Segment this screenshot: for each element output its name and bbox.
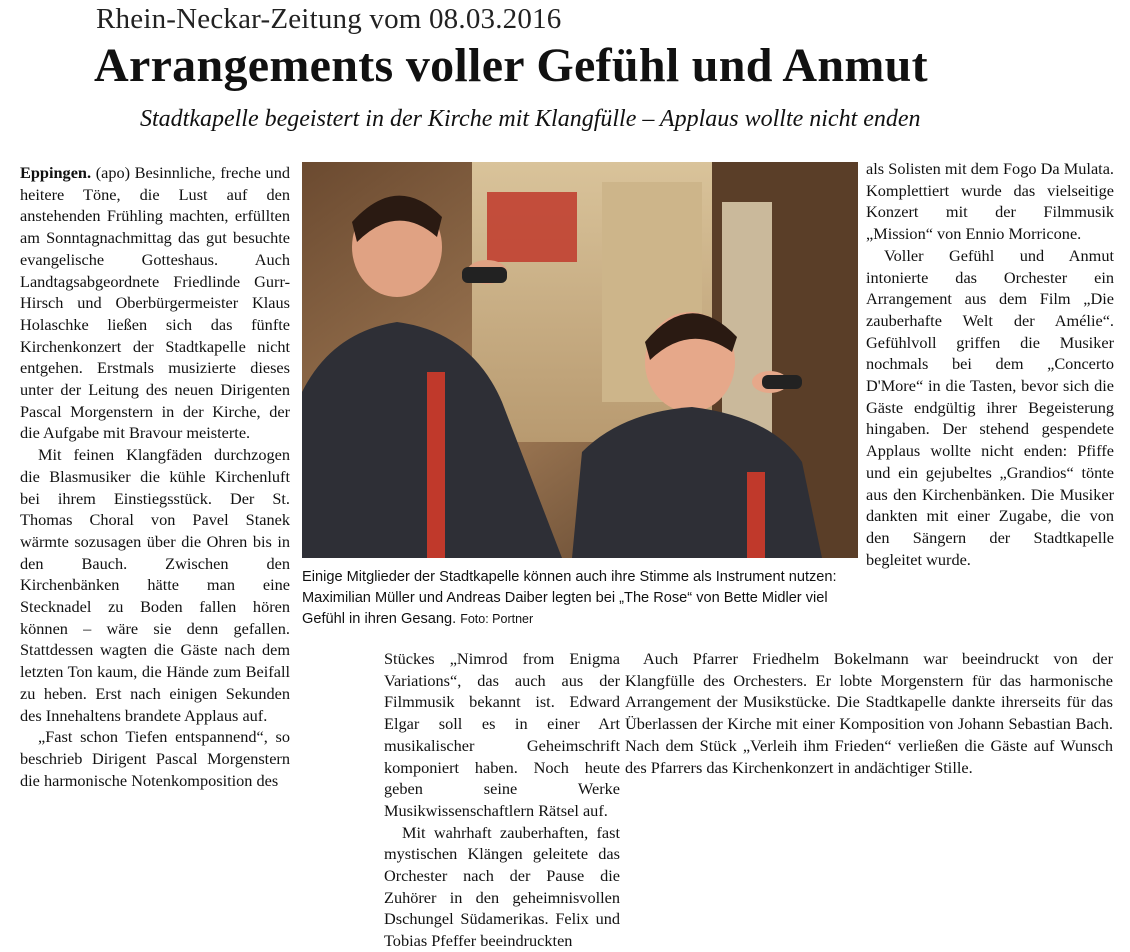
paragraph	[20, 162, 290, 444]
article-column-2	[384, 648, 620, 952]
paragraph: Mit feinen Klangfäden durchzogen die Blasmusiker die kühle Kirchenluft bei ihrem Einstiegsstück. Der St. Thomas Choral von Pavel Stanek wärmte sozusagen über die Ohren bis in den Bauch. Zwischen den Kirchenbänken hätte man eine Stecknadel zu Boden fallen hören können – wäre sie denn gefallen. Stattdessen wagten die Gäste nach dem letzten Ton kaum, die Hände zum Beifall zu heben. Erst nach einigen Sekunden des Innehaltens brandete Applaus auf.	[20, 445, 290, 725]
paragraph: Mit wahrhaft zauberhaften, fast mystischen Klängen geleitete das Orchester nach der Pause die Zuhörer in den geheimnisvollen Dschungel Südamerikas. Felix und Tobias Pfeffer beeindruckten	[384, 822, 620, 951]
newspaper-source-line: Rhein-Neckar-Zeitung vom 08.03.2016	[96, 3, 562, 35]
paragraph: als Solisten mit dem Fogo Da Mulata. Komplettiert wurde das vielseitige Konzert mit der Filmmusik „Mission“ von Ennio Morricone.	[866, 159, 1114, 244]
photo-credit: Foto: Portner	[460, 612, 534, 626]
paragraph: Stückes „Nimrod from Enigma Variations“, das auch aus der Filmmusik bekannt ist. Edward Elgar soll es in einer Art musikalischer Geheimschrift komponiert haben. Noch heute geben seine Werke Musikwissenschaftlern Rätsel auf.	[384, 649, 620, 820]
paragraph-text: (apo) Besinnliche, freche und heitere Töne, die Lust auf den anstehenden Frühling machten, erfüllten am Sonntagnachmittag das gut besuchte evangelische Gotteshaus. Auch Landtagsabgeordnete Friedlinde Gurr-Hirsch und Oberbürgermeister Klaus Holaschke ließen sich das fünfte Kirchenkonzert der Stadtkapelle nicht entgehen. Erstmals musizierte dieses unter der Leitung des neuen Dirigenten Pascal Morgenstern in der Kirche, der die Aufgabe mit Bravour meisterte.	[20, 163, 290, 443]
headline: Arrangements voller Gefühl und Anmut	[94, 39, 928, 92]
paragraph: Voller Gefühl und Anmut intonierte das Orchester ein Arrangement aus dem Film „Die zauberhafte Welt der Amélie“. Gefühlvoll griffen die Musiker nochmals bei dem „Concerto D'More“ in die Tasten, bevor sich die Gäste endgültig ihrer Begeisterung hingaben. Der stehend gespendete Applaus wollte nicht enden: Pfiffe und ein gejubeltes „Grandios“ tönte aus den Kirchenbänken. Die Musiker dankten mit einer Zugabe, die von den Sängern der Stadtkapelle begleitet wurde.	[866, 245, 1114, 569]
paragraph: „Fast schon Tiefen entspannend“, so beschrieb Dirigent Pascal Morgenstern die harmonische Notenkomposition des	[20, 727, 290, 790]
photo-caption	[302, 567, 858, 630]
article-column-1	[20, 162, 290, 791]
dateline: Eppingen.	[20, 163, 92, 182]
paragraph: Auch Pfarrer Friedhelm Bokelmann war beeindruckt von der Klangfülle des Orchesters. Er lobte Morgenstern für das harmonische Arrangement der Musikstücke. Die Stadtkapelle dankte ihrerseits für das Überlassen der Kirche mit einer Komposition von Johann Sebastian Bach. Nach dem Stück „Verleih ihm Frieden“ verließen die Gäste auf Wunsch des Pfarrers das Kirchenkonzert in andächtiger Stille.	[625, 649, 1113, 777]
article-column-3	[625, 648, 1113, 778]
concert-photo	[302, 162, 858, 558]
caption-text: Einige Mitglieder der Stadtkapelle können auch ihre Stimme als Instrument nutzen: Maximilian Müller und Andreas Daiber legten bei „The Rose“ von Bette Midler viel Gefühl in ihren Gesang.	[302, 569, 837, 627]
subheadline: Stadtkapelle begeistert in der Kirche mit Klangfülle – Applaus wollte nicht enden	[140, 106, 921, 132]
singers-image	[302, 162, 858, 558]
article-column-4-top	[866, 158, 1114, 570]
